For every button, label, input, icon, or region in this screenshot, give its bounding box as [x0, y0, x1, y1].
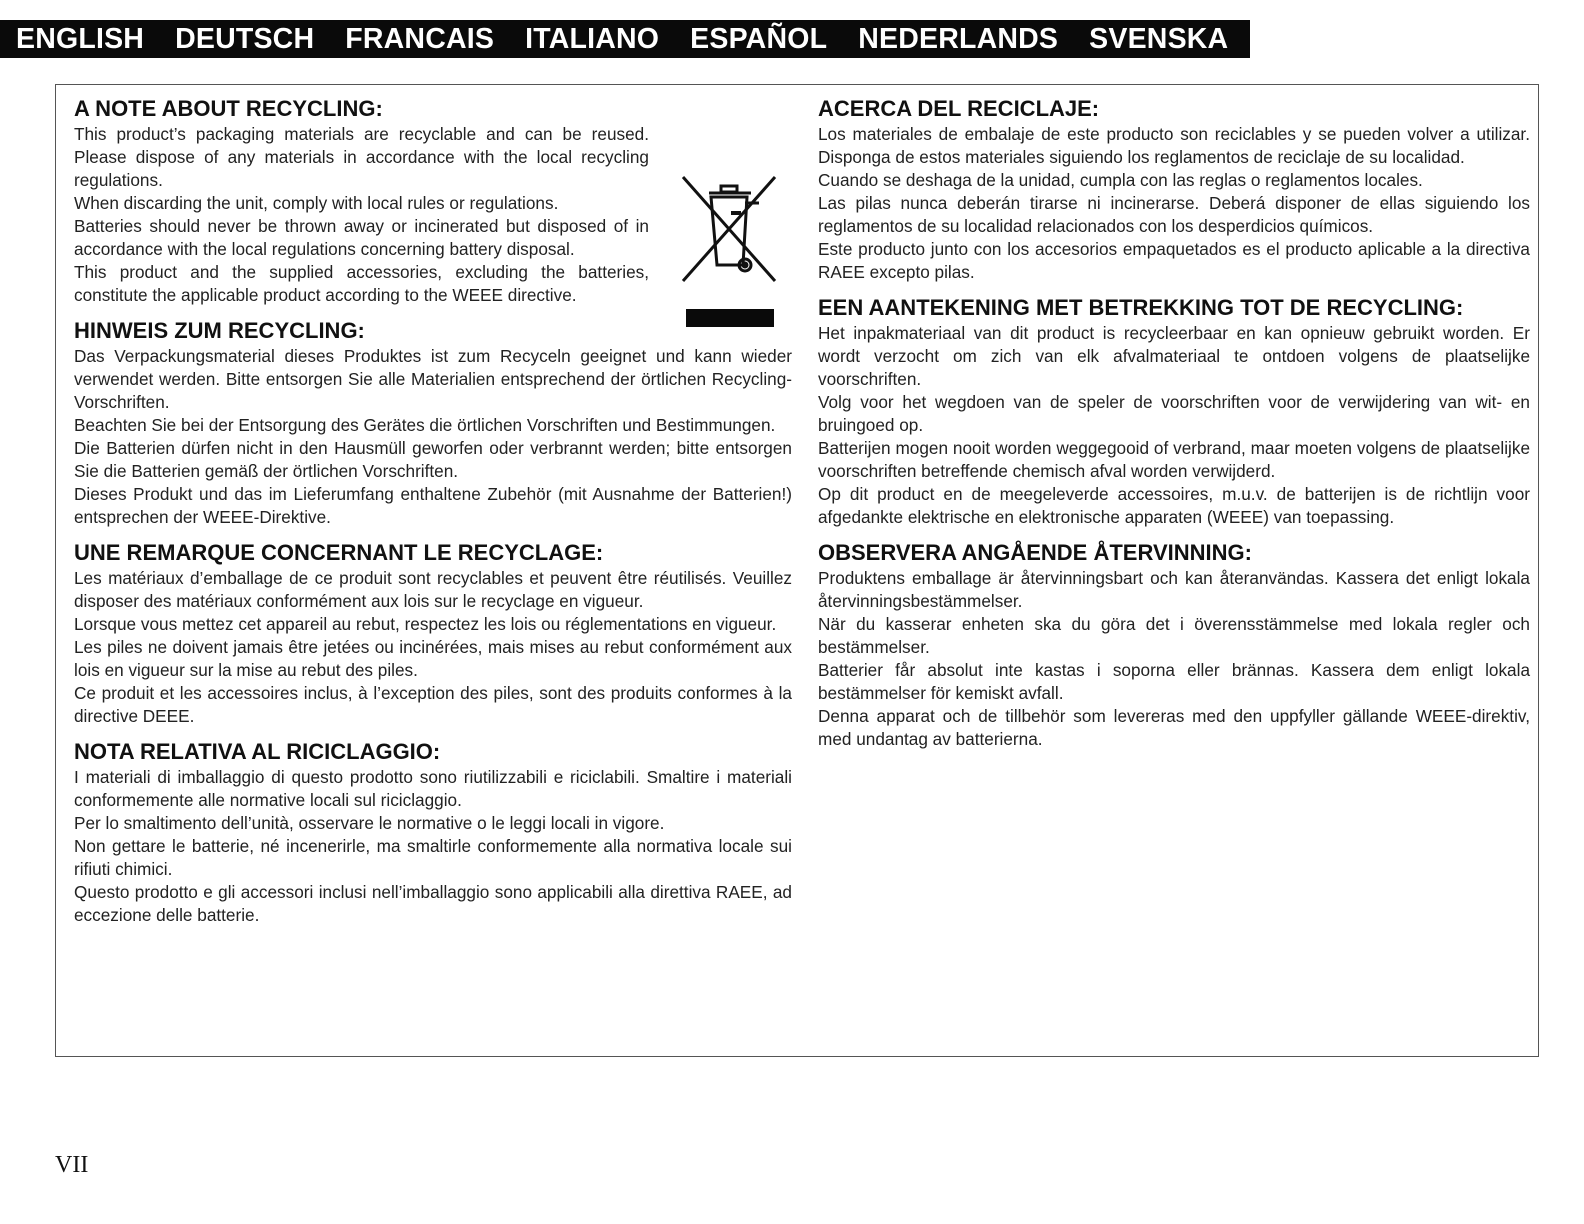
paragraph: Batterier får absolut inte kastas i soporna eller brännas. Kassera dem enligt lokala bestämmelser för kemiskt avfall.	[818, 660, 1530, 703]
paragraph: Ce produit et les accessoires inclus, à l’exception des piles, sont des produits conformes à la directive DEEE.	[74, 683, 792, 726]
paragraph: Cuando se deshaga de la unidad, cumpla con las reglas o reglamentos locales.	[818, 170, 1423, 190]
paragraph: Die Batterien dürfen nicht in den Hausmüll geworfen oder verbrannt werden; bitte entsorgen Sie die Batterien gemäß der örtlichen Vorschriften.	[74, 438, 792, 481]
section-heading: EEN AANTEKENING MET BETREKKING TOT DE RECYCLING:	[818, 295, 1464, 320]
paragraph: Questo prodotto e gli accessori inclusi nell’imballaggio sono applicabili alla direttiva RAEE, ad eccezione delle batterie.	[74, 882, 792, 925]
paragraph: When discarding the unit, comply with local rules or regulations.	[74, 193, 559, 213]
paragraph: Les piles ne doivent jamais être jetées ou incinérées, mais mises au rebut conformément aux lois en vigueur sur la mise au rebut des piles.	[74, 637, 792, 680]
paragraph: När du kasserar enheten ska du göra det i överensstämmelse med lokala regler och bestämmelser.	[818, 614, 1530, 657]
section-heading: ACERCA DEL RECICLAJE:	[818, 96, 1100, 121]
tab-francais: FRANCAIS	[345, 22, 495, 55]
paragraph: Les matériaux d’emballage de ce produit sont recyclables et peuvent être réutilisés. Veuillez disposer des matériaux conformément aux lois sur le recyclage en vigueur.	[74, 568, 792, 611]
tab-nederlands: NEDERLANDS	[858, 22, 1059, 55]
tab-svenska: SVENSKA	[1089, 22, 1229, 55]
section-heading: HINWEIS ZUM RECYCLING:	[74, 318, 365, 343]
language-tab-bar	[0, 20, 1250, 58]
paragraph: Lorsque vous mettez cet appareil au rebut, respectez les lois ou réglementations en vigueur.	[74, 614, 777, 634]
section-heading: A NOTE ABOUT RECYCLING:	[74, 96, 383, 121]
section-heading: OBSERVERA ANGÅENDE ÅTERVINNING:	[818, 540, 1252, 565]
paragraph: Los materiales de embalaje de este producto son reciclables y se pueden volver a utilizar. Disponga de estos materiales siguiendo los reglamentos de reciclaje de su localidad.	[818, 124, 1530, 167]
paragraph: Volg voor het wegdoen van de speler de voorschriften voor de verwijdering van wit- en bruingoed op.	[818, 392, 1530, 435]
section-english	[74, 95, 792, 307]
paragraph: Batteries should never be thrown away or incinerated but disposed of in accordance with the local regulations concerning battery disposal.	[74, 216, 649, 259]
tab-english: ENGLISH	[16, 22, 145, 55]
section-heading: UNE REMARQUE CONCERNANT LE RECYCLAGE:	[74, 540, 604, 565]
right-column	[818, 95, 1530, 761]
paragraph: Das Verpackungsmaterial dieses Produktes ist zum Recyceln geeignet und kann wieder verwendet werden. Bitte entsorgen Sie alle Materialien entsprechend der örtlichen Recycling-Vorschriften.	[74, 346, 792, 412]
paragraph: This product and the supplied accessories, excluding the batteries, constitute the applicable product according to the WEEE directive.	[74, 262, 649, 305]
paragraph: Las pilas nunca deberán tirarse ni incinerarse. Deberá disponer de ellas siguiendo los reglamentos de su localidad relacionados con los desperdicios químicos.	[818, 193, 1530, 236]
paragraph: Beachten Sie bei der Entsorgung des Gerätes die örtlichen Vorschriften und Bestimmungen.	[74, 415, 776, 435]
weee-bar	[686, 309, 774, 327]
paragraph: Op dit product en de meegeleverde accessoires, m.u.v. de batterijen is de richtlijn voor afgedankte elektrische en elektronische apparaten (WEEE) van toepassing.	[818, 484, 1530, 527]
paragraph: Het inpakmateriaal van dit product is recycleerbaar en kan opnieuw gebruikt worden. Er wordt verzocht om zich van elk afvalmateriaal te ontdoen volgens de plaatselijke voorschriften.	[818, 323, 1530, 389]
section-svenska	[818, 539, 1530, 751]
tab-deutsch: DEUTSCH	[175, 22, 315, 55]
paragraph: I materiali di imballaggio di questo prodotto sono riutilizzabili e riciclabili. Smaltire i materiali conformemente alle normative locali sul riciclaggio.	[74, 767, 792, 810]
paragraph: Batterijen mogen nooit worden weggegooid of verbrand, maar moeten volgens de plaatselijke voorschriften betreffende chemisch afval worden verwijderd.	[818, 438, 1530, 481]
section-italiano	[74, 738, 792, 927]
page-number: VII	[55, 1152, 89, 1178]
section-nederlands	[818, 294, 1530, 529]
section-francais	[74, 539, 792, 728]
paragraph: This product’s packaging materials are recyclable and can be reused. Please dispose of any materials in accordance with the local recycling regulations.	[74, 124, 649, 190]
paragraph: Este producto junto con los accesorios empaquetados es el producto aplicable a la directiva RAEE excepto pilas.	[818, 239, 1530, 282]
crossed-out-wheelie-bin-icon	[679, 173, 779, 288]
section-deutsch	[74, 317, 792, 529]
paragraph: Produktens emballage är återvinningsbart och kan återanvändas. Kassera det enligt lokala återvinningsbestämmelser.	[818, 568, 1530, 611]
paragraph: Denna apparat och de tillbehör som levereras med den uppfyller gällande WEEE-direktiv, med undantag av batterierna.	[818, 706, 1530, 749]
tab-italiano: ITALIANO	[525, 22, 660, 55]
paragraph: Per lo smaltimento dell’unità, osservare le normative o le leggi locali in vigore.	[74, 813, 665, 833]
left-column	[74, 95, 792, 937]
section-espanol	[818, 95, 1530, 284]
paragraph: Non gettare le batterie, né incenerirle, ma smaltirle conformemente alla normativa locale sui rifiuti chimici.	[74, 836, 792, 879]
paragraph: Dieses Produkt und das im Lieferumfang enthaltene Zubehör (mit Ausnahme der Batterien!) entsprechen der WEEE-Direktive.	[74, 484, 792, 527]
section-heading: NOTA RELATIVA AL RICICLAGGIO:	[74, 739, 441, 764]
tab-espanol: ESPAÑOL	[690, 22, 828, 55]
